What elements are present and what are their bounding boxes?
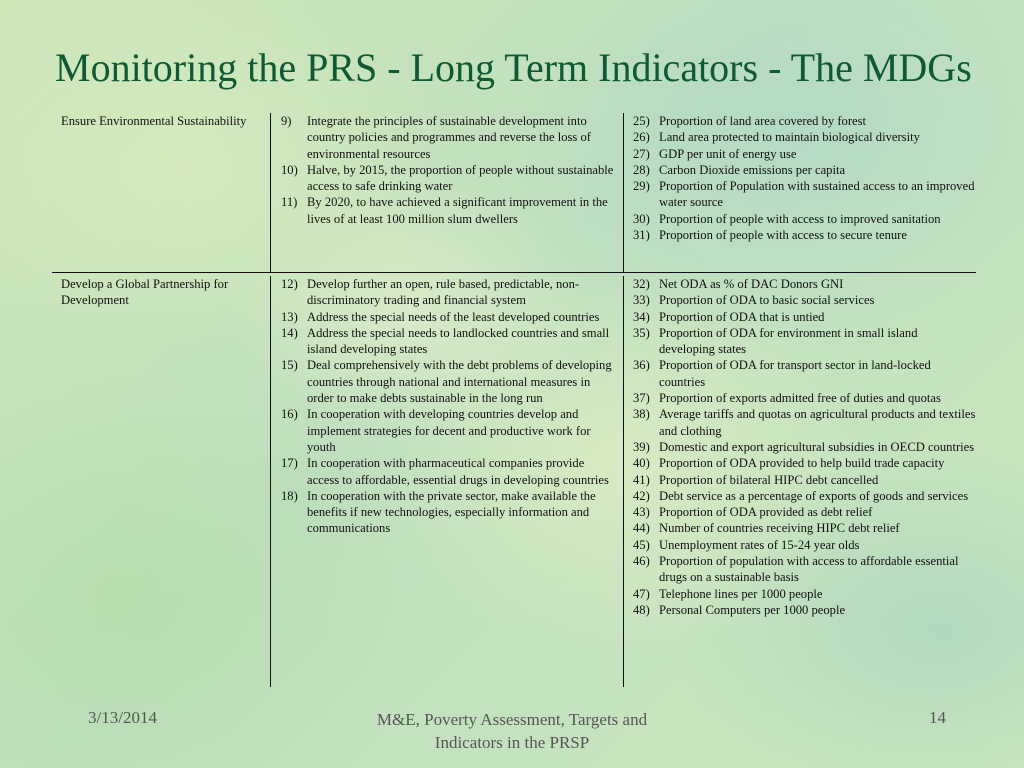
item-number: 12) bbox=[281, 277, 298, 291]
item-text: Proportion of people with access to improved sanitation bbox=[659, 211, 941, 226]
item-text: Debt service as a percentage of exports of goods and services bbox=[659, 488, 969, 503]
list-item bbox=[633, 520, 976, 536]
list-item bbox=[633, 292, 976, 308]
list-item bbox=[281, 406, 617, 455]
item-number: 42) bbox=[633, 488, 650, 503]
list-item bbox=[633, 602, 976, 618]
list-item bbox=[633, 553, 976, 586]
targets-cell bbox=[270, 276, 623, 687]
item-text: Proportion of bilateral HIPC debt cancelled bbox=[659, 472, 879, 487]
item-number: 29) bbox=[633, 179, 650, 194]
indicators-cell bbox=[623, 276, 976, 687]
list-item bbox=[281, 488, 617, 537]
list-item bbox=[633, 227, 976, 243]
list-item bbox=[633, 390, 976, 406]
targets-list bbox=[281, 113, 617, 227]
item-text: Halve, by 2015, the proportion of people without sustainable access to safe drinking water bbox=[307, 162, 614, 194]
item-text: Proportion of ODA to basic social services bbox=[659, 293, 875, 308]
footer-date: 3/13/2014 bbox=[88, 708, 157, 727]
table-row bbox=[52, 113, 976, 272]
item-text: Number of countries receiving HIPC debt relief bbox=[659, 521, 900, 536]
slide-title: Monitoring the PRS - Long Term Indicators - The MDGs bbox=[55, 45, 972, 90]
item-number: 48) bbox=[633, 602, 650, 617]
item-number: 46) bbox=[633, 554, 650, 569]
indicators-list bbox=[633, 276, 976, 618]
item-number: 38) bbox=[633, 407, 650, 422]
item-text: In cooperation with the private sector, make available the benefits if new technologies, especially information and communications bbox=[307, 488, 596, 536]
goal-text: Ensure Environmental Sustainability bbox=[61, 114, 247, 128]
item-text: Address the special needs to landlocked countries and small island developing states bbox=[307, 325, 610, 357]
item-text: Telephone lines per 1000 people bbox=[659, 586, 823, 601]
list-item bbox=[281, 325, 617, 358]
mdg-table bbox=[52, 113, 976, 687]
item-text: Proportion of exports admitted free of duties and quotas bbox=[659, 391, 941, 406]
item-text: Personal Computers per 1000 people bbox=[659, 602, 846, 617]
list-item bbox=[633, 439, 976, 455]
list-item bbox=[633, 146, 976, 162]
item-number: 27) bbox=[633, 146, 650, 161]
list-item bbox=[633, 586, 976, 602]
item-number: 13) bbox=[281, 309, 298, 324]
indicators-list bbox=[633, 113, 976, 243]
item-number: 18) bbox=[281, 488, 298, 503]
footer-title: M&E, Poverty Assessment, Targets and Indicators in the PRSP bbox=[376, 710, 648, 752]
item-number: 16) bbox=[281, 407, 298, 422]
goal-cell bbox=[52, 276, 270, 687]
item-number: 39) bbox=[633, 439, 650, 454]
item-number: 17) bbox=[281, 456, 298, 471]
item-text: Proportion of people with access to secure tenure bbox=[659, 228, 907, 243]
list-item bbox=[633, 162, 976, 178]
goal-text: Develop a Global Partnership for Development bbox=[61, 277, 229, 308]
item-text: Integrate the principles of sustainable development into country policies and programmes and reverse the loss of environmental resources bbox=[307, 114, 591, 161]
list-item bbox=[633, 129, 976, 145]
item-number: 9) bbox=[281, 114, 292, 128]
item-text: Proportion of ODA for environment in small island developing states bbox=[659, 325, 918, 357]
item-text: Proportion of land area covered by forest bbox=[659, 114, 867, 128]
list-item bbox=[281, 194, 617, 227]
item-number: 26) bbox=[633, 130, 650, 145]
list-item bbox=[633, 488, 976, 504]
list-item bbox=[633, 211, 976, 227]
item-number: 36) bbox=[633, 358, 650, 373]
list-item bbox=[281, 162, 617, 195]
item-number: 41) bbox=[633, 472, 650, 487]
list-item bbox=[281, 357, 617, 406]
item-text: Address the special needs of the least developed countries bbox=[307, 309, 600, 324]
item-number: 14) bbox=[281, 325, 298, 340]
item-text: Average tariffs and quotas on agricultural products and textiles and clothing bbox=[659, 407, 976, 438]
targets-cell bbox=[270, 113, 623, 272]
item-number: 11) bbox=[281, 195, 298, 210]
targets-list bbox=[281, 276, 617, 537]
item-number: 25) bbox=[633, 114, 650, 128]
item-text: In cooperation with developing countries develop and implement strategies for decent and productive work for youth bbox=[307, 407, 591, 454]
item-text: GDP per unit of energy use bbox=[659, 146, 797, 161]
item-number: 43) bbox=[633, 505, 650, 520]
list-item bbox=[633, 309, 976, 325]
item-number: 33) bbox=[633, 293, 650, 308]
item-number: 34) bbox=[633, 309, 650, 324]
item-number: 31) bbox=[633, 228, 650, 243]
page-number: 14 bbox=[929, 708, 946, 727]
list-item bbox=[633, 537, 976, 553]
item-text: Carbon Dioxide emissions per capita bbox=[659, 162, 846, 177]
item-number: 45) bbox=[633, 537, 650, 552]
list-item bbox=[633, 504, 976, 520]
item-text: Develop further an open, rule based, predictable, non-discriminatory trading and financial system bbox=[307, 277, 580, 308]
list-item bbox=[633, 276, 976, 292]
list-item bbox=[633, 455, 976, 471]
item-text: Land area protected to maintain biological diversity bbox=[659, 130, 920, 145]
item-number: 35) bbox=[633, 325, 650, 340]
list-item bbox=[633, 357, 976, 390]
list-item bbox=[633, 113, 976, 129]
goal-cell bbox=[52, 113, 270, 272]
item-text: Proportion of ODA provided as debt relief bbox=[659, 505, 873, 520]
item-number: 32) bbox=[633, 277, 650, 291]
item-text: Domestic and export agricultural subsidies in OECD countries bbox=[659, 439, 975, 454]
item-number: 40) bbox=[633, 456, 650, 471]
item-number: 37) bbox=[633, 391, 650, 406]
item-text: Proportion of population with access to affordable essential drugs on a sustainable basis bbox=[659, 554, 959, 585]
item-number: 10) bbox=[281, 162, 298, 177]
list-item bbox=[633, 406, 976, 439]
list-item bbox=[633, 325, 976, 358]
item-number: 15) bbox=[281, 358, 298, 373]
list-item bbox=[633, 178, 976, 211]
list-item bbox=[281, 276, 617, 309]
item-text: Deal comprehensively with the debt problems of developing countries through national and international measures in order to make debts sustainable in the long run bbox=[307, 358, 612, 406]
item-text: Proportion of ODA that is untied bbox=[659, 309, 825, 324]
list-item bbox=[281, 113, 617, 162]
list-item bbox=[281, 309, 617, 325]
item-text: Net ODA as % of DAC Donors GNI bbox=[659, 277, 844, 291]
item-text: Unemployment rates of 15-24 year olds bbox=[659, 537, 860, 552]
item-text: Proportion of ODA for transport sector in land-locked countries bbox=[659, 358, 931, 389]
item-text: By 2020, to have achieved a significant improvement in the lives of at least 100 million slum dwellers bbox=[307, 195, 608, 226]
list-item bbox=[281, 455, 617, 488]
table-row bbox=[52, 272, 976, 687]
list-item bbox=[633, 472, 976, 488]
item-text: Proportion of ODA provided to help build trade capacity bbox=[659, 456, 945, 471]
item-text: Proportion of Population with sustained access to an improved water source bbox=[659, 179, 975, 210]
item-number: 28) bbox=[633, 162, 650, 177]
item-number: 30) bbox=[633, 211, 650, 226]
item-number: 44) bbox=[633, 521, 650, 536]
indicators-cell bbox=[623, 113, 976, 272]
item-number: 47) bbox=[633, 586, 650, 601]
item-text: In cooperation with pharmaceutical companies provide access to affordable, essential drugs in developing countries bbox=[307, 456, 609, 487]
